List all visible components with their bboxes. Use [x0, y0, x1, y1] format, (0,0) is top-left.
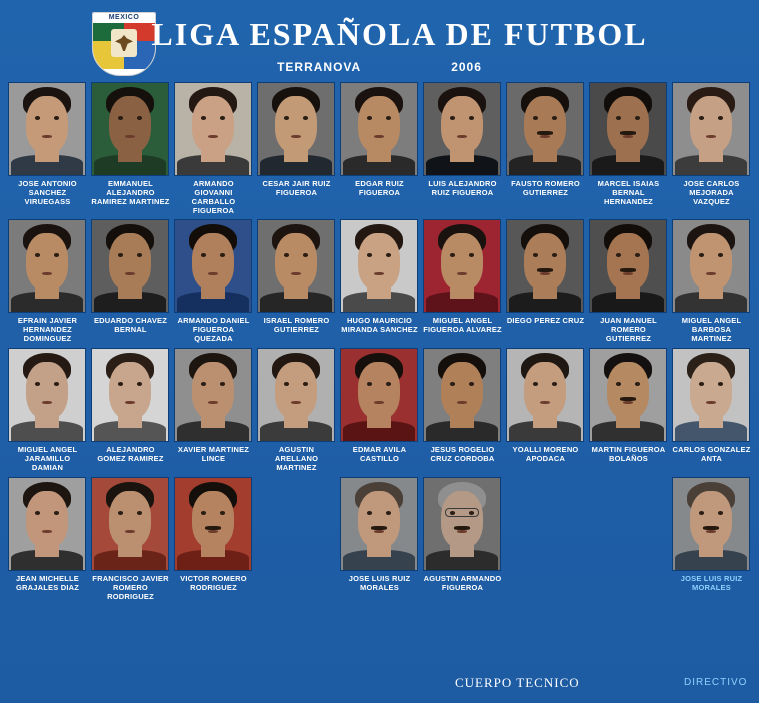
- player-photo: [672, 82, 750, 176]
- player-name: EDMAR AVILA CASTILLO: [352, 445, 407, 463]
- roster-cell[interactable]: [506, 82, 585, 215]
- footer: [0, 675, 759, 697]
- player-name: ISRAEL ROMERO GUTIERREZ: [263, 316, 330, 334]
- player-name: CARLOS GONZALEZ ANTA: [672, 445, 751, 463]
- player-name: MARCEL ISAIAS BERNAL HERNANDEZ: [597, 179, 660, 206]
- player-photo: [589, 219, 667, 313]
- page-title: LIGA ESPAÑOLA DE FUTBOL: [151, 16, 648, 52]
- player-photo: [257, 82, 335, 176]
- player-name: VICTOR ROMERO RODRIGUEZ: [180, 574, 247, 592]
- player-name: JOSE LUIS RUIZ MORALES: [348, 574, 411, 592]
- team-name: TERRANOVA: [277, 60, 362, 74]
- player-photo: [91, 348, 169, 442]
- player-name: CESAR JAIR RUIZ FIGUEROA: [262, 179, 331, 197]
- player-name: EMMANUEL ALEJANDRO RAMIREZ MARTINEZ: [91, 179, 170, 206]
- roster-row: [6, 477, 753, 602]
- roster-cell[interactable]: [8, 82, 87, 215]
- roster-cell[interactable]: [506, 219, 585, 344]
- player-photo: [91, 477, 169, 571]
- player-photo: [589, 82, 667, 176]
- player-name: JUAN MANUEL ROMERO GUTIERREZ: [600, 316, 657, 343]
- player-photo: [506, 82, 584, 176]
- roster-cell[interactable]: [589, 348, 668, 473]
- roster-cell[interactable]: [589, 219, 668, 344]
- player-name: FRANCISCO JAVIER ROMERO RODRIGUEZ: [92, 574, 169, 601]
- roster-cell[interactable]: [672, 219, 751, 344]
- roster-cell[interactable]: [8, 477, 87, 602]
- player-name: AGUSTIN ARELLANO MARTINEZ: [274, 445, 319, 472]
- roster-cell[interactable]: [340, 348, 419, 473]
- player-photo: [257, 219, 335, 313]
- player-photo: [423, 82, 501, 176]
- player-photo: [174, 219, 252, 313]
- roster-cell[interactable]: [91, 219, 170, 344]
- player-name: EDUARDO CHAVEZ BERNAL: [93, 316, 168, 334]
- player-photo: [340, 348, 418, 442]
- roster-cell[interactable]: [672, 477, 751, 602]
- player-photo: [672, 477, 750, 571]
- player-photo: [8, 82, 86, 176]
- player-photo: [91, 219, 169, 313]
- player-name: JEAN MICHELLE GRAJALES DIAZ: [15, 574, 80, 592]
- roster-cell[interactable]: [423, 219, 502, 344]
- roster-cell[interactable]: [589, 82, 668, 215]
- roster-cell[interactable]: [340, 219, 419, 344]
- roster-row: [6, 82, 753, 215]
- roster-cell[interactable]: [423, 348, 502, 473]
- player-photo: [423, 348, 501, 442]
- roster-cell[interactable]: [91, 348, 170, 473]
- player-photo: [174, 82, 252, 176]
- season-year: 2006: [451, 60, 482, 74]
- roster-cell-empty: [589, 477, 668, 602]
- player-name: MIGUEL ANGEL BARBOSA MARTINEZ: [681, 316, 742, 343]
- roster-cell[interactable]: [257, 348, 336, 473]
- player-photo: [423, 219, 501, 313]
- cuerpo-tecnico-label: CUERPO TECNICO: [455, 675, 580, 690]
- player-name: XAVIER MARTINEZ LINCE: [177, 445, 250, 463]
- roster-cell[interactable]: [423, 82, 502, 215]
- player-photo: [589, 348, 667, 442]
- player-photo: [8, 348, 86, 442]
- player-name: JOSE LUIS RUIZ MORALES: [680, 574, 743, 592]
- roster-cell[interactable]: [257, 82, 336, 215]
- player-photo: [672, 219, 750, 313]
- roster-cell[interactable]: [91, 82, 170, 215]
- page-header: [0, 0, 759, 82]
- player-name: ARMANDO GIOVANNI CARBALLO FIGUEROA: [191, 179, 236, 215]
- player-photo: [340, 82, 418, 176]
- player-name: JESUS ROGELIO CRUZ CORDOBA: [430, 445, 495, 463]
- crest-label: MEXICO: [93, 13, 155, 23]
- player-photo: [174, 348, 252, 442]
- roster-cell[interactable]: [174, 82, 253, 215]
- player-name: YOALLI MORENO APODACA: [512, 445, 579, 463]
- player-name: EDGAR RUIZ FIGUEROA: [355, 179, 404, 197]
- roster-row: [6, 219, 753, 344]
- roster-cell[interactable]: [340, 477, 419, 602]
- roster-cell[interactable]: [257, 219, 336, 344]
- roster-cell[interactable]: [506, 348, 585, 473]
- roster-cell[interactable]: [8, 219, 87, 344]
- player-photo: [257, 348, 335, 442]
- roster-cell-empty: [506, 477, 585, 602]
- player-photo: [506, 348, 584, 442]
- player-photo: [423, 477, 501, 571]
- player-photo: [340, 477, 418, 571]
- roster-cell[interactable]: [174, 219, 253, 344]
- player-name: EFRAIN JAVIER HERNANDEZ DOMINGUEZ: [17, 316, 78, 343]
- player-name: HUGO MAURICIO MIRANDA SANCHEZ: [341, 316, 418, 334]
- roster-cell[interactable]: [340, 82, 419, 215]
- player-name: MIGUEL ANGEL FIGUEROA ALVAREZ: [423, 316, 502, 334]
- roster-grid: [0, 82, 759, 602]
- player-name: JOSE ANTONIO SANCHEZ VIRUEGASS: [18, 179, 77, 206]
- player-photo: [91, 82, 169, 176]
- player-name: ARMANDO DANIEL FIGUEROA QUEZADA: [177, 316, 250, 343]
- roster-cell[interactable]: [91, 477, 170, 602]
- player-photo: [8, 219, 86, 313]
- roster-cell[interactable]: [174, 477, 253, 602]
- roster-cell[interactable]: [672, 82, 751, 215]
- subtitle-row: [0, 60, 759, 74]
- roster-cell[interactable]: [423, 477, 502, 602]
- player-name: ALEJANDRO GOMEZ RAMIREZ: [97, 445, 164, 463]
- player-name: MARTIN FIGUEROA BOLAÑOS: [591, 445, 666, 463]
- roster-cell[interactable]: [174, 348, 253, 473]
- roster-row: [6, 348, 753, 473]
- player-name: LUIS ALEJANDRO RUIZ FIGUEROA: [428, 179, 497, 197]
- player-photo: [8, 477, 86, 571]
- player-photo: [506, 219, 584, 313]
- player-name: FAUSTO ROMERO GUTIERREZ: [511, 179, 580, 197]
- roster-cell[interactable]: [8, 348, 87, 473]
- player-name: MIGUEL ANGEL JARAMILLO DAMIAN: [17, 445, 78, 472]
- player-name: DIEGO PEREZ CRUZ: [506, 316, 585, 325]
- roster-cell[interactable]: [672, 348, 751, 473]
- player-photo: [672, 348, 750, 442]
- roster-cell-empty: [257, 477, 336, 602]
- player-photo: [340, 219, 418, 313]
- directivo-label: DIRECTIVO: [684, 677, 748, 688]
- player-name: AGUSTIN ARMANDO FIGUEROA: [423, 574, 502, 592]
- player-photo: [174, 477, 252, 571]
- player-name: JOSE CARLOS MEJORADA VAZQUEZ: [683, 179, 740, 206]
